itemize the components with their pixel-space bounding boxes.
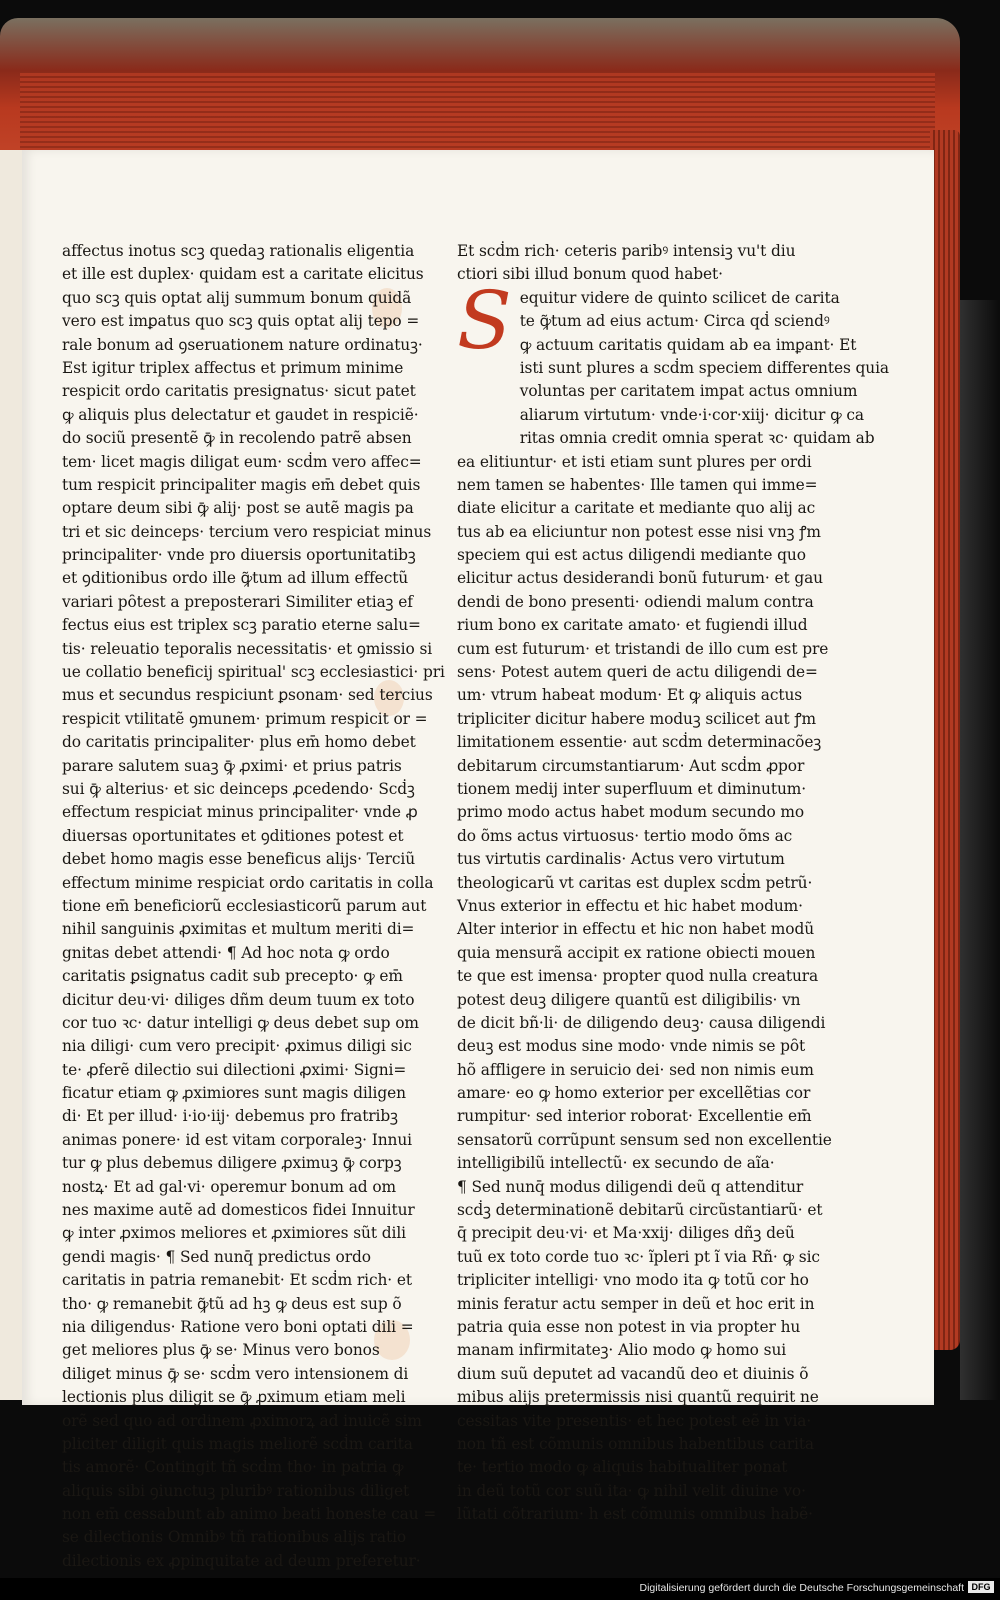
- text-line: um· vtrum habeat modum· Et ꝙ aliquis actus: [457, 686, 803, 705]
- text-line: debet homo magis esse beneficus alijs· Terciũ: [62, 850, 416, 869]
- text-line: dilectionis ex ꝓpinquitate ad deum preferetur·: [62, 1551, 421, 1570]
- text-line: tus ab ea eliciuntur non potest esse nisi vnꝫ ꝭm: [457, 522, 821, 541]
- text-line: lectionis plus diligit se ꝙ̄ ꝓximum etiam meli: [62, 1388, 406, 1407]
- text-line: debitarum circumstantiarum· Aut scḋm ꝓpor: [457, 756, 805, 775]
- text-line: quo scꝫ quis optat alij summum bonum quidã: [62, 288, 412, 307]
- text-line: diuersas oportunitates et ꝯditiones potest et: [62, 826, 404, 845]
- text-line: amare· eo ꝙ homo exterior per excellẽtias cor: [457, 1084, 811, 1103]
- text-line: gnitas debet attendi· ¶ Ad hoc nota ꝙ ordo: [62, 943, 390, 962]
- dfg-logo: DFG: [968, 1581, 994, 1593]
- text-line: tis· releuatio teporalis necessitatis· et ꝯmissio si: [62, 639, 433, 658]
- text-line: animas ponere· id est vitam corporaleꝫ· Innui: [62, 1130, 412, 1149]
- text-line: equitur videre de quinto scilicet de carita: [519, 288, 840, 307]
- text-line: aliquis sibi ꝯiunctuꝫ pluribꝰ rationibus diliget: [62, 1481, 410, 1500]
- text-line: et ille est duplex· quidam est a caritate elicitus: [62, 265, 424, 284]
- text-line: theologicarũ vt caritas est duplex scḋm petrũ·: [457, 873, 813, 892]
- text-line: rale bonum ad ꝯseruationem nature ordinatuꝫ·: [62, 335, 423, 354]
- text-line: diate elicitur a caritate et mediante quo alij ac: [457, 499, 816, 518]
- text-line: nes maxime autẽ ad domesticos fidei Innuitur: [62, 1201, 415, 1220]
- book-right-edge: [930, 130, 960, 1350]
- text-line: q̄ precipit deu·vi· et Ma·xxij· diliges dñꝫ deũ: [457, 1224, 795, 1243]
- text-line: te· tertio modo ꝙ aliquis habitualiter ponat: [457, 1458, 788, 1477]
- text-line: tione em̄ beneficiorũ ecclesiasticorũ parum aut: [62, 896, 427, 915]
- text-line: caritatis ꝑsignatus cadit sub precepto· ꝙ em̄: [62, 967, 403, 986]
- text-line: fectus eius est triplex scꝫ paratio eterne salu=: [62, 616, 421, 635]
- text-line: do sociũ presentẽ ꝙ̄ in recolendo patrẽ absen: [62, 429, 412, 448]
- text-line: cessitas vite presentis· et hec potest eẽ in via·: [457, 1411, 812, 1430]
- text-line: ꝙ aliquis plus delectatur et gaudet in respiciẽ·: [62, 405, 419, 424]
- text-line: speciem qui est actus diligendi mediante quo: [457, 546, 806, 565]
- text-line: te· ꝓferẽ dilectio sui dilectioni ꝓximi· Signi=: [62, 1060, 407, 1079]
- text-line: intelligibilũ intellectũ· ex secundo de aĩa·: [457, 1154, 775, 1173]
- text-line: effectum respiciat minus principaliter· vnde ꝓ: [62, 803, 418, 822]
- text-line: tri et sic deinceps· tercium vero respiciat minus: [62, 522, 432, 541]
- text-line: non em̄ cessabunt ab animo beati honeste cau =: [62, 1505, 437, 1524]
- text-line: se dilectionis Omnibꝰ tñ rationibus alijs ratio: [62, 1528, 407, 1547]
- text-line: parare salutem suaꝫ ꝙ̄ ꝓximi· et prius patris: [62, 756, 402, 775]
- text-line: Alter interior in effectu et hic non habet modũ: [457, 920, 815, 939]
- text-line: mus et secundus respiciunt ꝑsonam· sed tercius: [62, 686, 433, 705]
- text-line: get meliores plus ꝙ̄ se· Minus vero bonos: [62, 1341, 380, 1360]
- text-line: rium bono ex caritate amato· et fugiendi illud: [457, 616, 808, 635]
- text-line: ficatur etiam ꝙ ꝓximiores sunt magis diligen: [62, 1084, 406, 1103]
- background-shadow: [960, 300, 1000, 1400]
- rubricated-initial: S: [457, 273, 512, 367]
- text-line: affectus inotus scꝫ quedaꝫ rationalis eligentia: [62, 242, 415, 260]
- text-line: gendi magis· ¶ Sed nunq̄ predictus ordo: [62, 1247, 371, 1266]
- text-line: do caritatis principaliter· plus em̄ homo debet: [62, 733, 416, 752]
- text-line: dendi de bono presenti· odiendi malum contra: [457, 592, 814, 611]
- right-text-column: [457, 240, 889, 1526]
- text-line: te que est imensa· propter quod nulla creatura: [457, 967, 819, 986]
- text-line: lũtati cõtrarium· h est cõmunis omnibus habẽ·: [457, 1505, 813, 1524]
- text-line: nem tamen se habentes· Ille tamen qui imme=: [457, 475, 818, 494]
- left-text-column: [62, 240, 445, 1573]
- text-line: di· Et per illud· i·io·iij· debemus pro fratribꝫ: [62, 1107, 398, 1126]
- text-line: cor tuo ꝛc· datur intelligi ꝙ deus debet sup om: [62, 1013, 419, 1032]
- text-line: nostꝝ· Et ad gal·vi· operemur bonum ad om: [62, 1177, 396, 1196]
- text-line: elicitur actus desiderandi bonũ futurum· et gau: [457, 569, 823, 588]
- book-top-edge: [0, 18, 960, 168]
- text-line: minis feratur actu semper in deũ et hoc erit in: [457, 1294, 815, 1313]
- text-line: vero est imꝑatus quo scꝫ quis optat alij tepo =: [62, 312, 420, 331]
- text-line: de dicit bñ·li· de diligendo deuꝫ· causa diligendi: [457, 1013, 826, 1032]
- text-line: ꝙ actuum caritatis quidam ab ea imꝑant· Et: [519, 335, 857, 354]
- text-line: ue collatio beneficij spiritual' scꝫ ecclesiastici· pri: [62, 663, 445, 682]
- text-line: scḋꝫ determinationẽ debitarũ circũstantiarũ· et: [457, 1201, 823, 1220]
- text-line: tuũ ex toto corde tuo ꝛc· ĩpleri pt ĩ via Rñ· ꝙ sic: [457, 1247, 820, 1266]
- text-line: variari pȏtest a preposterari Similiter etiaꝫ ef: [62, 592, 413, 611]
- text-line: orẽ sed quo ad ordinem ꝓximorꝝ ad inuicẽ sim: [62, 1411, 422, 1430]
- book-page: [22, 150, 934, 1570]
- text-line: tum respicit principaliter magis em̄ debet quis: [62, 475, 421, 494]
- text-line: deuꝫ est modus sine modo· vnde nimis se pȏt: [457, 1037, 806, 1056]
- text-line: effectum minime respiciat ordo caritatis in colla: [62, 873, 434, 892]
- text-line: principaliter· vnde pro diuersis oportunitatibꝫ: [62, 546, 416, 565]
- text-line: et ꝯditionibus ordo ille ꝙ̃tum ad illum effectũ: [62, 569, 409, 588]
- text-line: ꝙ inter ꝓximos meliores et ꝓximiores sũt dili: [62, 1224, 406, 1243]
- text-line: limitationem essentie· aut scḋm determinacõeꝫ: [457, 733, 822, 752]
- text-line: sensatorũ corrũpunt sensum sed non excellentie: [457, 1130, 832, 1149]
- text-line: ea elitiuntur· et isti etiam sunt plures per ordi: [457, 452, 812, 471]
- text-line: cum est futurum· et tristandi de illo cum est pre: [457, 639, 829, 658]
- text-line: mibus alijs pretermissis nisi quantũ requirit ne: [457, 1388, 819, 1407]
- text-line: aliarum virtutum· vnde·i·cor·xiij· dicitur ꝙ ca: [519, 405, 864, 424]
- text-line: primo modo actus habet modum secundo mo: [457, 803, 805, 822]
- text-line: rumpitur· sed interior roborat· Excellentie em̄: [457, 1107, 812, 1126]
- text-line: nia diligendus· Ratione vero boni optati dili =: [62, 1317, 414, 1336]
- text-line: potest deuꝫ diligere quantũ est diligibilis· vn: [457, 990, 801, 1009]
- text-line: tis amorẽ· Contingit tñ scḋm tho· in patria ꝙ: [62, 1458, 404, 1477]
- text-line: tem· licet magis diligat eum· scḋm vero affec=: [62, 452, 422, 471]
- text-line: ¶ Sed nunq̄ modus diligendi deũ q attenditur: [457, 1177, 804, 1196]
- text-line: in deũ totũ cor suũ ita· ꝙ nihil velit diuine vo·: [457, 1481, 806, 1500]
- text-line: pliciter diligit quis magis meliorẽ scḋm carita: [62, 1434, 413, 1453]
- text-line: quia mensurã accipit ex ratione obiecti mouen: [457, 943, 816, 962]
- text-line: Vnus exterior in effectu et hic habet modum·: [457, 896, 803, 915]
- text-line: caritatis in patria remanebit· Et scḋm rich· et: [62, 1271, 412, 1290]
- text-line: optare deum sibi ꝙ̄ alij· post se autẽ magis pa: [62, 499, 414, 518]
- text-line: tripliciter dicitur habere moduꝫ scilicet aut ꝭm: [457, 709, 817, 728]
- text-line: tionem medij inter superfluum et diminutum·: [457, 779, 807, 798]
- text-line: Est igitur triplex affectus et primum minime: [62, 358, 404, 377]
- text-line: nihil sanguinis ꝓximitas et multum meriti di=: [62, 920, 415, 939]
- text-line: dicitur deu·vi· diliges dñm deum tuum ex toto: [62, 990, 415, 1009]
- text-line: patria quia esse non potest in via propter hu: [457, 1317, 801, 1336]
- text-line: hõ affligere in seruicio dei· sed non nimis eum: [457, 1060, 814, 1079]
- text-line: tur ꝙ plus debemus diligere ꝓximuꝫ ꝙ̄ corpꝫ: [62, 1154, 402, 1173]
- footer-credit: Digitalisierung gefördert durch die Deutsche Forschungsgemeinschaft: [639, 1582, 964, 1594]
- text-line: te ꝙ̃tum ad eius actum· Circa qḋ sciendꝰ: [519, 312, 830, 331]
- text-line: sens· Potest autem queri de actu diligendi de=: [457, 663, 818, 682]
- text-line: manam infirmitateꝫ· Alio modo ꝙ homo sui: [457, 1341, 787, 1360]
- text-line: tus virtutis cardinalis· Actus vero virtutum: [457, 850, 785, 869]
- text-line: ctiori sibi illud bonum quod habet·: [457, 265, 723, 284]
- text-line: non tñ est cõmunis omnibus habentibus carita: [457, 1434, 814, 1453]
- text-line: Et scḋm rich· ceteris paribꝰ intensiꝫ vu't diu: [457, 242, 796, 260]
- text-line: tripliciter intelligi· vno modo ita ꝙ totũ cor ho: [457, 1271, 809, 1290]
- text-line: diliget minus ꝙ̄ se· scḋm vero intensionem di: [62, 1364, 409, 1383]
- text-line: respicit ordo caritatis presignatus· sicut patet: [62, 382, 416, 401]
- text-line: isti sunt plures a scḋm speciem differentes quia: [519, 358, 889, 377]
- text-line: nia diligi· cum vero precipit· ꝓximus diligi sic: [62, 1037, 412, 1056]
- text-line: dium suũ deputet ad vacandũ deo et diuinis õ: [457, 1364, 809, 1383]
- text-line: respicit vtilitatẽ ꝯmunem· primum respicit or =: [62, 709, 428, 728]
- text-line: sui ꝙ̄ alterius· et sic deinceps ꝓcedendo· Scḋꝫ: [62, 779, 415, 798]
- text-line: ritas omnia credit omnia sperat ꝛc· quidam ab: [519, 429, 875, 448]
- text-line: tho· ꝙ remanebit ꝙ̃tũ ad hꝫ ꝙ deus est sup õ: [62, 1294, 402, 1313]
- text-line: do õms actus virtuosus· tertio modo õms ac: [457, 826, 793, 845]
- text-line: voluntas per caritatem impat actus omnium: [519, 382, 858, 401]
